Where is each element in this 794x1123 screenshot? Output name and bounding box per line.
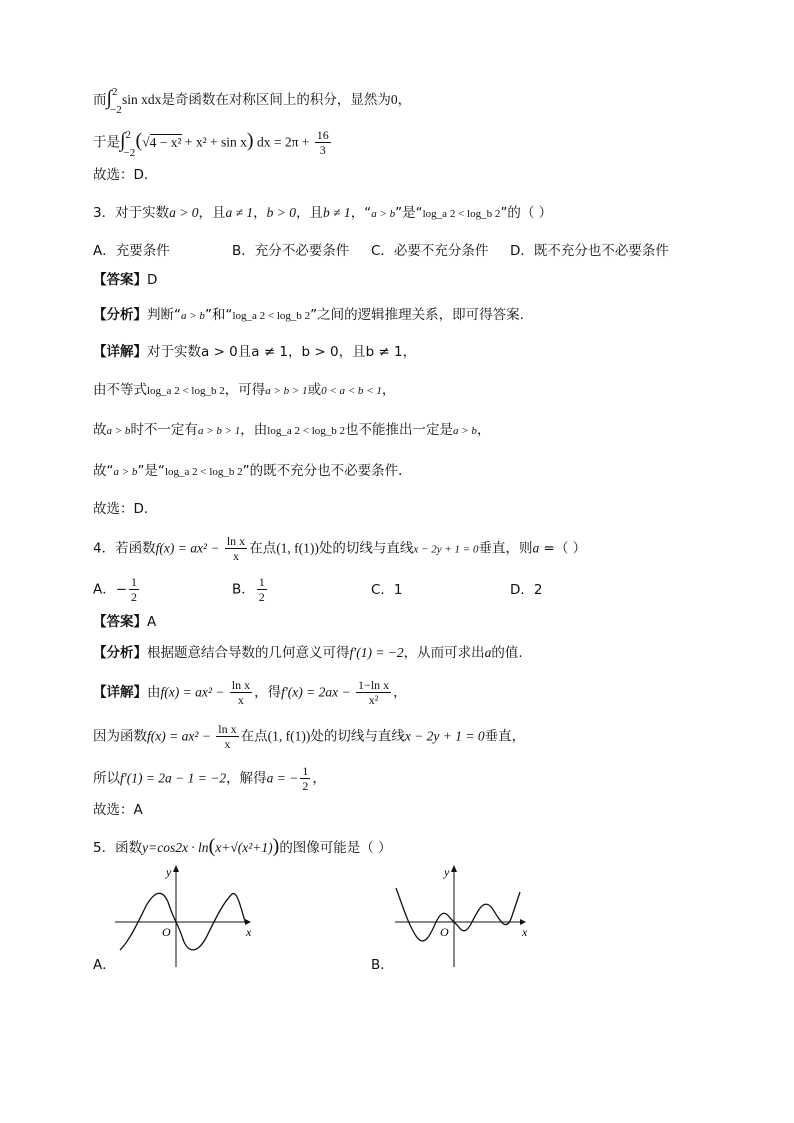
text: 在点 <box>240 728 268 745</box>
q3-choice: 故选：D． <box>93 501 158 517</box>
math: x − 2y + 1 = 0 <box>413 543 479 556</box>
q3-detail-4 <box>93 461 412 482</box>
q4-detail-3 <box>93 764 326 793</box>
text: 垂直， <box>484 728 526 745</box>
text: 故 <box>93 422 107 438</box>
text: 由 <box>147 684 161 701</box>
numerator: 16 <box>316 128 329 142</box>
graph-a[interactable] <box>110 862 270 972</box>
integral-sin-line <box>93 86 412 116</box>
math: x+√(x²+1) <box>215 840 273 855</box>
math: a > b <box>453 425 477 437</box>
text: ”是“ <box>137 463 165 479</box>
text: ， <box>312 770 326 787</box>
sqrt-sign: √ <box>142 134 150 150</box>
math: a ≠ 1 <box>225 205 254 220</box>
text: 处的切线与直线 <box>318 540 414 557</box>
detail-label: 【详解】 <box>93 684 147 701</box>
math: f′(1) = −2 <box>349 645 404 660</box>
y-axis-arrow <box>173 865 179 872</box>
text: ，“ <box>350 205 372 221</box>
axis-x-label: x <box>246 925 252 939</box>
q5-stem <box>93 836 392 858</box>
numerator: 1 <box>131 575 138 589</box>
math: a > b <box>113 466 138 478</box>
expr: dx = 2π + <box>253 134 313 150</box>
math: log_a 2 < log_b 2 <box>422 208 501 220</box>
q4-detail-2 <box>93 722 525 751</box>
math: f(x) = ax² − <box>160 684 228 700</box>
answer-value: A <box>147 614 157 630</box>
denominator: 2 <box>131 590 138 604</box>
text: ，得 <box>254 684 282 701</box>
axis-y-label: y <box>166 865 172 879</box>
text: ”之间的逻辑推理关系，即可得答案. <box>310 307 524 323</box>
q3-option-a[interactable]: A．充要条件 <box>93 243 170 259</box>
paren-left: ( <box>208 835 216 857</box>
text: 因为函数 <box>93 728 147 745</box>
q4-option-a[interactable] <box>93 575 141 604</box>
text: 垂直，则 <box>478 540 533 557</box>
math: f(x) = ax² − <box>155 540 223 556</box>
q4-option-c[interactable]: C．1 <box>371 582 403 598</box>
q4-answer <box>93 612 156 632</box>
text: ， <box>476 422 491 438</box>
text: A．− <box>93 581 128 598</box>
denominator: 3 <box>319 143 326 157</box>
text: ，从而可求出 <box>403 645 485 661</box>
denominator: x <box>233 549 240 563</box>
text: 于是 <box>93 134 120 151</box>
q3-detail-3 <box>93 420 490 441</box>
numerator: ln x <box>218 722 237 736</box>
fraction <box>315 128 331 157</box>
analysis-label: 【分析】 <box>93 645 147 661</box>
numerator: ln x <box>231 678 251 692</box>
integral-result-line <box>93 128 333 157</box>
q3-option-d[interactable]: D．既不充分也不必要条件 <box>510 243 669 259</box>
fraction <box>257 575 267 604</box>
radicand: 4 − x² <box>149 134 182 150</box>
text: 故“ <box>93 463 114 479</box>
math: a > b <box>106 425 131 437</box>
numerator: ln x <box>226 534 246 548</box>
answer-value: D <box>147 272 158 288</box>
q3-analysis <box>93 305 524 326</box>
q3-stem <box>93 203 552 224</box>
math: a > 0 <box>169 205 199 220</box>
fraction <box>300 764 310 793</box>
math: (1, f(1)) <box>276 540 319 556</box>
math: a <box>532 540 540 556</box>
text: 根据题意结合导数的几何意义可得 <box>147 645 350 661</box>
text: ，可得 <box>224 382 266 398</box>
q3-option-b[interactable]: B．充分不必要条件 <box>232 243 350 259</box>
q4-option-b[interactable] <box>232 575 269 604</box>
text: 5．函数 <box>93 840 143 856</box>
text: B． <box>232 581 255 598</box>
q3-detail-2 <box>93 380 395 401</box>
fraction <box>225 534 247 563</box>
text: 所以 <box>93 770 120 787</box>
integral-sign: ∫ <box>106 87 112 109</box>
math: a > b <box>371 208 396 220</box>
paren-right: ) <box>272 835 280 857</box>
text: ， <box>393 684 407 701</box>
math: 0 < a < b < 1 <box>321 385 382 397</box>
fraction <box>129 575 139 604</box>
graph-b-label[interactable]: B． <box>371 957 394 973</box>
text: ”是“ <box>395 205 423 221</box>
text: 处的切线与直线 <box>310 728 405 745</box>
fraction <box>216 722 238 751</box>
text: 3．对于实数 <box>93 205 170 221</box>
text: ， <box>253 205 267 221</box>
lower-limit: −2 <box>109 104 122 116</box>
expr: + x² + sin x <box>181 134 247 150</box>
denominator: x² <box>368 693 379 707</box>
axis-x-label: x <box>522 925 528 939</box>
text: 而 <box>93 92 107 108</box>
fraction <box>230 678 252 707</box>
denominator: x <box>224 737 231 751</box>
math: log_a 2 < log_b 2 <box>164 466 243 478</box>
text: 判断“ <box>147 307 181 323</box>
paren: ( <box>135 129 143 152</box>
denominator: 2 <box>302 779 309 793</box>
paren: ) <box>246 129 254 152</box>
math: a > b > 1 <box>197 425 241 437</box>
text: ， <box>381 382 396 398</box>
text: 也不能推出一定是 <box>345 422 453 438</box>
upper-limit: 2 <box>111 86 118 98</box>
text: =（ ） <box>539 540 587 557</box>
y-axis-arrow <box>451 865 457 872</box>
math: b ≠ 1 <box>323 205 351 220</box>
analysis-label: 【分析】 <box>93 307 147 323</box>
text: ”的（ ） <box>500 205 553 221</box>
math: a <box>484 645 492 660</box>
q3-answer <box>93 270 157 290</box>
math: f′(x) = 2ax − <box>281 684 354 700</box>
choice-line: 故选：D． <box>93 167 158 183</box>
text: 的值. <box>491 645 523 661</box>
text: ”和“ <box>204 307 233 323</box>
text: 是奇函数在对称区间上的积分，显然为 <box>161 92 391 108</box>
lower-limit: −2 <box>123 146 136 159</box>
text: 或 <box>307 382 322 398</box>
text: ，解得 <box>226 770 267 787</box>
text: ，由 <box>240 422 268 438</box>
q4-analysis <box>93 643 523 663</box>
numerator: 1−ln x <box>358 678 390 692</box>
text: ， <box>397 92 412 108</box>
text: 时不一定有 <box>130 422 198 438</box>
math: b > 0 <box>266 205 297 220</box>
fraction <box>356 678 391 707</box>
graph-b[interactable] <box>390 862 550 972</box>
q4-detail-1 <box>93 678 407 707</box>
math: f(x) = ax² − <box>147 728 215 744</box>
math: log_a 2 < log_b 2 <box>267 425 345 437</box>
upper-limit: 2 <box>125 128 131 141</box>
math: a = − <box>266 770 299 786</box>
origin-label: O <box>440 925 449 939</box>
graph-a-label[interactable]: A． <box>93 957 116 973</box>
math: y=cos2x · ln <box>142 840 209 855</box>
value: 0 <box>390 92 398 107</box>
math: x − 2y + 1 = 0 <box>404 728 485 744</box>
text: 由不等式 <box>93 382 147 398</box>
q4-choice: 故选：A <box>93 802 143 818</box>
numerator: 1 <box>258 575 265 589</box>
q3-detail-1 <box>93 342 416 362</box>
math: f′(1) = 2a − 1 = −2 <box>120 770 227 786</box>
text: ，且 <box>296 205 324 221</box>
axis-y-label: y <box>444 865 450 879</box>
q4-option-d[interactable]: D．2 <box>510 582 543 598</box>
text: 对于实数a > 0且a ≠ 1，b > 0，且b ≠ 1， <box>147 344 417 360</box>
numerator: 1 <box>302 764 309 778</box>
math: (1, f(1)) <box>267 728 311 744</box>
denominator: x <box>237 693 244 707</box>
denominator: 2 <box>258 590 265 604</box>
detail-label: 【详解】 <box>93 344 147 360</box>
integral-sign: ∫ <box>120 129 126 152</box>
q3-option-c[interactable]: C．必要不充分条件 <box>371 243 489 259</box>
text: ”的既不充分也不必要条件． <box>242 463 412 479</box>
curve-b <box>396 888 520 941</box>
math: log_a 2 < log_b 2 <box>147 385 225 397</box>
math: a > b > 1 <box>265 385 308 397</box>
text: 的图像可能是（ ） <box>279 840 392 856</box>
text: ，且 <box>198 205 226 221</box>
math: a > b <box>181 310 205 322</box>
origin-label: O <box>162 925 171 939</box>
text: 在点 <box>249 540 277 557</box>
text: 4．若函数 <box>93 540 156 557</box>
answer-label: 【答案】 <box>93 614 147 630</box>
integrand: sin xdx <box>121 92 162 107</box>
answer-label: 【答案】 <box>93 272 147 288</box>
q4-stem <box>93 534 586 563</box>
math: log_a 2 < log_b 2 <box>232 310 311 322</box>
